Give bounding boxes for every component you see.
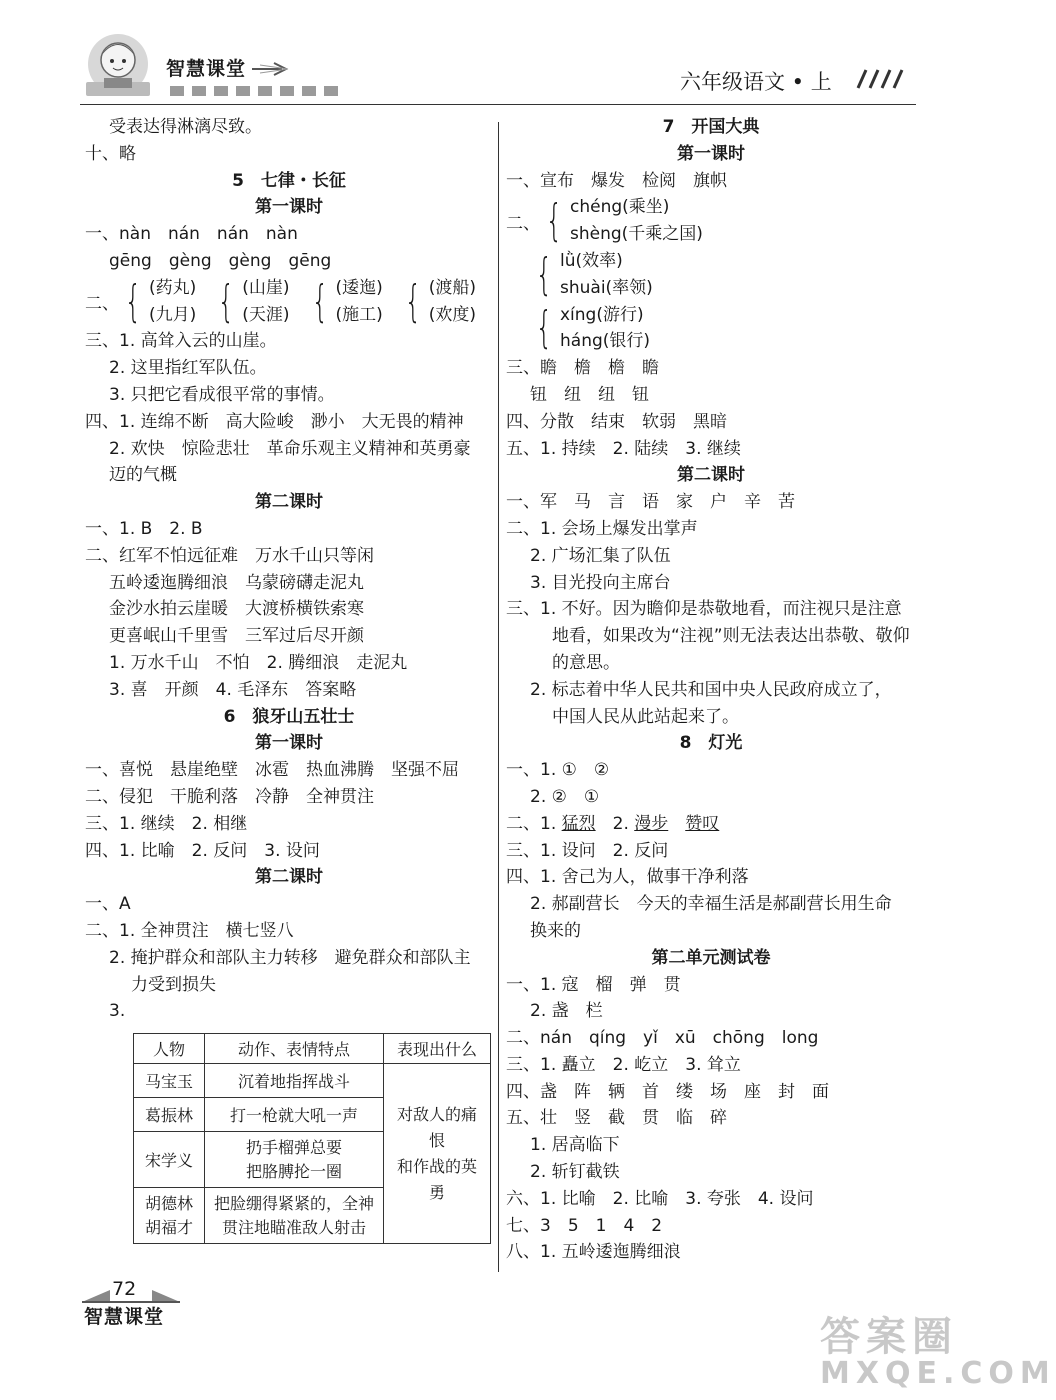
section-heading: 第一课时 bbox=[677, 143, 745, 164]
lesson-title: 7 开国大典 bbox=[662, 117, 760, 137]
table-header: 动作、表情特点 bbox=[205, 1034, 384, 1064]
table-cell: 马宝玉 bbox=[134, 1064, 205, 1098]
underlined-word: 猛烈 bbox=[561, 813, 596, 834]
slash-decoration-icon bbox=[850, 68, 912, 90]
page-number: 72 bbox=[112, 1278, 137, 1300]
answer-line: 3. 只把它看成很平常的事情。 bbox=[109, 384, 335, 405]
answer-line: 二、红军不怕远征难 万水千山只等闲 bbox=[85, 545, 374, 566]
answer-line: 十、略 bbox=[85, 143, 136, 164]
answer-line: 金沙水拍云崖暖 大渡桥横铁索寒 bbox=[109, 599, 364, 620]
answer-line: 换来的 bbox=[530, 920, 581, 941]
answer-line: 2. 斩钉截铁 bbox=[530, 1162, 620, 1183]
answer-line: 钮 纽 纽 钮 bbox=[530, 384, 649, 405]
answer-line: 的意思。 bbox=[552, 652, 620, 673]
section-heading: 第一课时 bbox=[255, 197, 323, 218]
lesson-title: 8 灯光 bbox=[679, 733, 743, 754]
table-header: 人物 bbox=[134, 1034, 205, 1064]
answer-line: 2. 广场汇集了队伍 bbox=[530, 545, 671, 566]
answer-line: 四、1. 连绵不断 高大险峻 渺小 大无畏的精神 bbox=[85, 411, 464, 432]
answer-line: 三、1. 不好。因为瞻仰是恭敬地看，而注视只是注意 bbox=[506, 599, 902, 620]
answer-line: 七、3 5 1 4 2 bbox=[506, 1215, 663, 1236]
column-divider bbox=[498, 122, 499, 1272]
brace-answer-row bbox=[85, 275, 493, 329]
answer-line: 三、瞻 檐 檐 瞻 bbox=[506, 358, 659, 379]
answer-line: 一、喜悦 悬崖绝壁 冰雹 热血沸腾 坚强不屈 bbox=[85, 760, 459, 781]
brace-pair: { chéng(乘坐) shèng(千乘之国) bbox=[545, 195, 703, 247]
answer-line: 一、宣布 爆发 检阅 旗帜 bbox=[506, 170, 727, 191]
left-column bbox=[85, 114, 493, 1025]
answer-line: 一、1. ① ② bbox=[506, 760, 610, 781]
answer-line: 二、nán qíng yǐ xū chōng long bbox=[506, 1028, 819, 1049]
table-cell-merged: 对敌人的痛恨 和作战的英勇 bbox=[384, 1064, 491, 1244]
answer-line: 三、1. 高耸入云的山崖。 bbox=[85, 331, 277, 352]
answer-line: 2. 掩护群众和部队主力转移 避免群众和部队主 bbox=[109, 947, 471, 968]
girl-mascot-icon bbox=[78, 30, 158, 102]
answer-line: 2. 盏 栏 bbox=[530, 1001, 603, 1022]
answer-line: 三、1. 继续 2. 相继 bbox=[85, 813, 248, 834]
underlined-word: 漫步 bbox=[634, 813, 669, 834]
brace-answer-row bbox=[506, 194, 916, 248]
brace-pair: { xíng(游行) háng(银行) bbox=[535, 302, 651, 354]
underlined-word: 赞叹 bbox=[685, 813, 720, 834]
section-heading: 第二课时 bbox=[677, 465, 745, 486]
answer-line: 八、1. 五岭逶迤腾细浪 bbox=[506, 1242, 681, 1263]
answer-line: 3. 喜 开颜 4. 毛泽东 答案略 bbox=[109, 679, 357, 700]
answer-line: 更喜岷山千里雪 三军过后尽开颜 bbox=[109, 626, 364, 647]
right-column bbox=[506, 114, 916, 1266]
table-header: 表现出什么 bbox=[384, 1034, 491, 1064]
answer-line: 一、1. B 2. B bbox=[85, 518, 203, 539]
answer-line: 三、1. 矗立 2. 屹立 3. 耸立 bbox=[506, 1054, 741, 1075]
table-cell: 沉着地指挥战斗 bbox=[205, 1064, 384, 1098]
answer-line: 2. 郝副营长 今天的幸福生活是郝副营长用生命 bbox=[530, 894, 892, 915]
answer-line: 一、A bbox=[85, 894, 131, 915]
table-cell: 胡德林 胡福才 bbox=[134, 1188, 205, 1244]
answer-line: 一、1. 寇 榴 弹 贯 bbox=[506, 974, 681, 995]
section-heading: 第二课时 bbox=[255, 492, 323, 513]
answer-line: 2. 欢快 惊险悲壮 革命乐观主义精神和英勇豪 bbox=[109, 438, 471, 459]
grade-subject-label: 六年级语文 • 上 bbox=[680, 70, 832, 94]
lesson-title: 5 七律・长征 bbox=[232, 170, 346, 191]
header-rule bbox=[80, 104, 916, 105]
answer-line: 二、1. 会场上爆发出掌声 bbox=[506, 518, 698, 539]
answer-line: 一、nàn nán nán nàn bbox=[85, 224, 298, 245]
answer-line: 四、1. 比喻 2. 反问 3. 设问 bbox=[85, 840, 320, 861]
answer-line: 一、军 马 言 语 家 户 辛 苦 bbox=[506, 492, 795, 513]
table-cell: 宋学义 bbox=[134, 1132, 205, 1188]
header-stripe-decoration bbox=[170, 86, 338, 96]
page-header bbox=[0, 0, 1000, 110]
answer-line: 五、1. 持续 2. 陆续 3. 继续 bbox=[506, 438, 741, 459]
lesson-title: 6 狼牙山五壮士 bbox=[223, 706, 355, 727]
watermark-logo: 答案圈 MXQE.COM bbox=[820, 1314, 1056, 1391]
answer-line: 三、1. 设问 2. 反问 bbox=[506, 840, 669, 861]
question-number: 二、 bbox=[85, 294, 119, 315]
answer-line: 力受到损失 bbox=[131, 974, 216, 995]
question-number: 二、 bbox=[506, 213, 540, 234]
answer-line: 受表达得淋漓尽致。 bbox=[109, 117, 262, 137]
brace-pair: { (渡船) (欢度) bbox=[404, 275, 477, 327]
table-cell: 葛振林 bbox=[134, 1098, 205, 1132]
brace-pair: { (逶迤) (施工) bbox=[311, 275, 383, 327]
character-table bbox=[133, 1033, 491, 1244]
answer-line: 五、壮 竖 截 贯 临 碎 bbox=[506, 1108, 727, 1129]
answer-line: 2. 标志着中华人民共和国中央人民政府成立了， bbox=[530, 679, 892, 700]
answer-line: 迈的气概 bbox=[109, 465, 177, 486]
answer-line: 五岭逶迤腾细浪 乌蒙磅礴走泥丸 bbox=[109, 572, 364, 593]
footer-brand: 智慧课堂 bbox=[84, 1306, 165, 1328]
answer-line: 四、分散 结束 软弱 黑暗 bbox=[506, 411, 727, 432]
brand-title: 智慧课堂 bbox=[166, 58, 247, 80]
answer-line: 3. 目光投向主席台 bbox=[530, 572, 671, 593]
brace-pair: { (药丸) (九月) bbox=[124, 275, 197, 327]
answer-line: gēng gèng gèng gēng bbox=[109, 250, 332, 271]
brace-answer-row bbox=[506, 302, 916, 356]
answer-line: 二、侵犯 干脆利落 冷静 全神贯注 bbox=[85, 786, 374, 807]
brace-answer-row bbox=[506, 248, 916, 302]
section-heading: 第一课时 bbox=[255, 733, 323, 754]
answer-line: 1. 居高临下 bbox=[530, 1135, 620, 1156]
answer-line: 2. 这里指红军队伍。 bbox=[109, 358, 267, 379]
answer-line: 中国人民从此站起来了。 bbox=[552, 706, 739, 727]
brace-pair: { (山崖) (天涯) bbox=[217, 275, 290, 327]
answer-line: 2. ② ① bbox=[530, 786, 600, 807]
table-cell: 打一枪就大吼一声 bbox=[205, 1098, 384, 1132]
arrow-decoration-icon bbox=[252, 62, 296, 76]
answer-line: 六、1. 比喻 2. 比喻 3. 夸张 4. 设问 bbox=[506, 1188, 814, 1209]
section-heading: 第二课时 bbox=[255, 867, 323, 888]
answer-line: 二、1. 全神贯注 横七竖八 bbox=[85, 920, 294, 941]
table-cell: 把脸绷得紧紧的，全神 贯注地瞄准敌人射击 bbox=[205, 1188, 384, 1244]
answer-line: 二、1. 猛烈 2. 漫步 赞叹 bbox=[506, 813, 720, 834]
section-heading: 第二单元测试卷 bbox=[651, 947, 771, 968]
answer-line: 四、1. 舍己为人，做事干净利落 bbox=[506, 867, 749, 888]
answer-line: 3. bbox=[109, 1001, 126, 1022]
answer-line: 四、盏 阵 辆 首 缕 场 座 封 面 bbox=[506, 1081, 829, 1102]
answer-line: 1. 万水千山 不怕 2. 腾细浪 走泥丸 bbox=[109, 652, 408, 673]
answer-line: 地看，如果改为“注视”则无法表达出恭敬、敬仰 bbox=[552, 626, 910, 647]
brace-pair: { lǜ(效率) shuài(率领) bbox=[535, 248, 653, 300]
table-cell: 扔手榴弹总要 把胳膊抡一圈 bbox=[205, 1132, 384, 1188]
